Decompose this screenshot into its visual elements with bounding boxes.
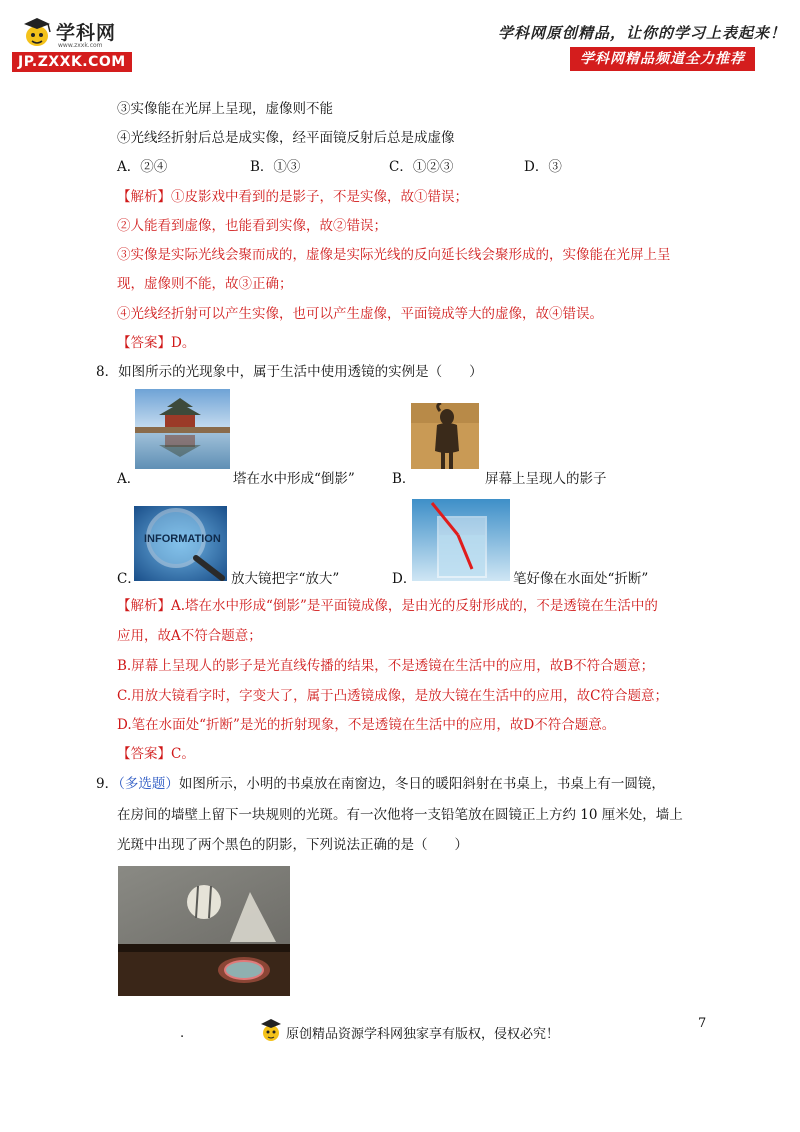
q7-answer: 【答案】D。: [117, 335, 196, 351]
q9-number: 9．: [96, 776, 119, 792]
q7-analysis-4: 现，虚像则不能，故③正确；: [117, 276, 293, 292]
q8-option-b-letter: B．: [392, 471, 416, 487]
q7-option-a: A．②④: [117, 159, 168, 175]
q7-analysis-2: ②人能看到虚像，也能看到实像，故②错误；: [117, 218, 387, 234]
q8-option-b-caption: 屏幕上呈现人的影子: [485, 471, 607, 487]
logo-small-url: www.zxxk.com: [58, 42, 103, 49]
q8-option-d-letter: D．: [392, 571, 417, 587]
q8-stem: 8．如图所示的光现象中，属于生活中使用透镜的实例是（ ）: [96, 364, 483, 380]
q9-line-3: 光斑中出现了两个黑色的阴影，下列说法正确的是（ ）: [117, 837, 468, 853]
tower-reflection-image: [135, 389, 230, 469]
q7-analysis-3: ③实像是实际光线会聚而成的，虚像是实际光线的反向延长线会聚形成的，实像能在光屏上呈: [117, 247, 671, 263]
pencil-water-image: [412, 499, 510, 581]
magnifier-word: INFORMATION: [144, 533, 221, 545]
footer-copyright: 原创精品资源学科网独家享有版权，侵权必究！: [286, 1027, 560, 1042]
q8-analysis-2: 应用，故A不符合题意；: [117, 628, 262, 644]
footer-mascot-icon: [260, 1017, 282, 1043]
q7-option-d: D．③: [524, 159, 562, 175]
footer-dot: .: [180, 1026, 185, 1041]
q8-option-c-letter: C．: [117, 571, 141, 587]
q7-analysis-1: 【解析】①皮影戏中看到的是影子，不是实像，故①错误；: [117, 189, 468, 205]
q8-option-a-letter: A．: [117, 471, 141, 487]
q9-tag: （多选题）: [118, 776, 179, 792]
q8-option-c-caption: 放大镜把字“放大”: [231, 571, 340, 587]
q9-stem-rest: 如图所示，小明的书桌放在南窗边，冬日的暖阳斜射在书桌上，书桌上有一圆镜，: [178, 776, 665, 792]
q9-stem: [96, 775, 665, 793]
header-recommend: 学科网精品频道全力推荐: [570, 47, 755, 71]
q8-answer: 【答案】C。: [117, 746, 195, 762]
mirror-light-spot-image: [118, 866, 290, 996]
q7-line-4: ④光线经折射后总是成实像，经平面镜反射后总是成虚像: [117, 130, 455, 146]
q7-analysis-5: ④光线经折射可以产生实像，也可以产生虚像，平面镜成等大的虚像，故④错误。: [117, 306, 603, 322]
shadow-image: [411, 403, 479, 469]
q8-analysis-1: 【解析】A.塔在水中形成“倒影”是平面镜成像，是由光的反射形成的，不是透镜在生活中的: [117, 598, 658, 614]
q9-line-2: 在房间的墙壁上留下一块规则的光斑。有一次他将一支铅笔放在圆镜正上方约 10 厘米处，墙上: [117, 807, 683, 823]
header-logo: [12, 14, 162, 74]
q7-option-b: B．①③: [250, 159, 301, 175]
q8-analysis-5: D.笔在水面处“折断”是光的折射现象，不是透镜在生活中的应用，故D不符合题意。: [117, 717, 616, 733]
magnifier-image: [134, 506, 227, 581]
q7-line-3: ③实像能在光屏上呈现，虚像则不能: [117, 101, 333, 117]
mascot-icon: [20, 16, 54, 48]
q8-analysis-4: C.用放大镜看字时，字变大了，属于凸透镜成像，是放大镜在生活中的应用，故C符合题意；: [117, 688, 668, 704]
logo-url-bar: JP.ZXXK.COM: [12, 52, 132, 72]
header-slogan: 学科网原创精品，让你的学习上表起来！: [498, 24, 787, 42]
q8-option-d-caption: 笔好像在水面处“折断”: [513, 571, 649, 587]
q7-option-c: C．①②③: [389, 159, 454, 175]
q8-option-a-caption: 塔在水中形成“倒影”: [233, 471, 355, 487]
q8-analysis-3: B.屏幕上呈现人的影子是光直线传播的结果，不是透镜在生活中的应用，故B不符合题意；: [117, 658, 655, 674]
logo-name: 学科网: [56, 22, 117, 44]
page-number: 7: [698, 1016, 707, 1031]
